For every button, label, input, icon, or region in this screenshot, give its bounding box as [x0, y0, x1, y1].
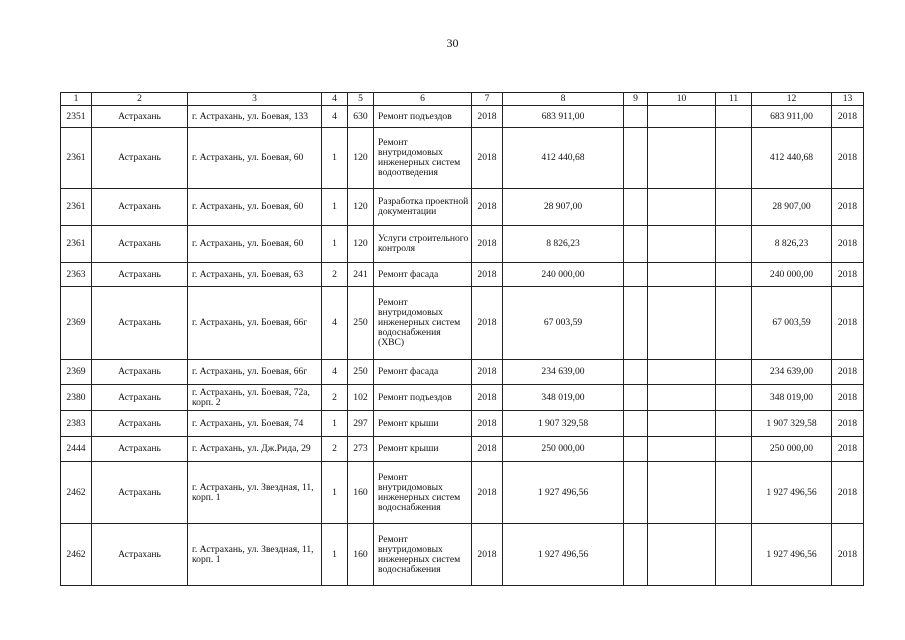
cell-cost: 683 911,00: [503, 106, 624, 128]
cell-col11: [716, 411, 752, 437]
cell-col9: [624, 462, 648, 524]
cell-number: 2462: [61, 524, 92, 586]
cell-address: г. Астрахань, ул. Боевая, 60: [188, 128, 322, 189]
cell-col5: 160: [348, 524, 374, 586]
cell-col9: [624, 385, 648, 411]
cell-work-type: Разработка проектной документации: [374, 189, 472, 226]
cell-municipality: Астрахань: [92, 437, 188, 462]
cell-col10: [648, 524, 716, 586]
cell-col4: 1: [322, 226, 348, 263]
cell-col4: 1: [322, 189, 348, 226]
cell-end-year: 2018: [832, 437, 864, 462]
cell-col5: 102: [348, 385, 374, 411]
cell-address: г. Астрахань, ул. Боевая, 66г: [188, 287, 322, 360]
cell-municipality: Астрахань: [92, 287, 188, 360]
cell-total: 412 440,68: [752, 128, 832, 189]
cell-work-type: Ремонт внутридомовых инженерных систем водоснабжения: [374, 524, 472, 586]
cell-number: 2351: [61, 106, 92, 128]
cell-work-type: Ремонт фасада: [374, 360, 472, 385]
cell-col11: [716, 385, 752, 411]
cell-address: г. Астрахань, ул. Боевая, 60: [188, 189, 322, 226]
column-header: 11: [716, 93, 752, 106]
cell-cost: 240 000,00: [503, 263, 624, 287]
cell-end-year: 2018: [832, 128, 864, 189]
cell-cost: 67 003,59: [503, 287, 624, 360]
cell-year: 2018: [472, 226, 503, 263]
cell-col9: [624, 437, 648, 462]
cell-col10: [648, 128, 716, 189]
cell-year: 2018: [472, 462, 503, 524]
cell-col5: 241: [348, 263, 374, 287]
table-row: [61, 263, 864, 287]
table-row: [61, 462, 864, 524]
cell-address: г. Астрахань, ул. Боевая, 74: [188, 411, 322, 437]
cell-col5: 120: [348, 226, 374, 263]
column-header: 1: [61, 93, 92, 106]
cell-col11: [716, 437, 752, 462]
cell-col11: [716, 360, 752, 385]
cell-year: 2018: [472, 437, 503, 462]
cell-col4: 2: [322, 385, 348, 411]
column-header: 7: [472, 93, 503, 106]
cell-work-type: Услуги строительного контроля: [374, 226, 472, 263]
cell-col4: 4: [322, 106, 348, 128]
cell-col10: [648, 263, 716, 287]
cell-total: 683 911,00: [752, 106, 832, 128]
cell-col5: 250: [348, 360, 374, 385]
cell-col4: 4: [322, 360, 348, 385]
cell-year: 2018: [472, 411, 503, 437]
table-row: [61, 128, 864, 189]
cell-col5: 120: [348, 189, 374, 226]
column-header: 4: [322, 93, 348, 106]
cell-year: 2018: [472, 106, 503, 128]
cell-col10: [648, 189, 716, 226]
header-row: [61, 93, 864, 106]
cell-col9: [624, 287, 648, 360]
cell-address: г. Астрахань, ул. Боевая, 133: [188, 106, 322, 128]
cell-end-year: 2018: [832, 226, 864, 263]
cell-cost: 1 927 496,56: [503, 524, 624, 586]
page-number: 30: [446, 36, 459, 50]
cell-cost: 1 907 329,58: [503, 411, 624, 437]
cell-work-type: Ремонт крыши: [374, 437, 472, 462]
cell-end-year: 2018: [832, 189, 864, 226]
cell-total: 1 927 496,56: [752, 462, 832, 524]
column-header: 9: [624, 93, 648, 106]
table-row: [61, 385, 864, 411]
cell-number: 2363: [61, 263, 92, 287]
cell-total: 1 907 329,58: [752, 411, 832, 437]
cell-col10: [648, 385, 716, 411]
cell-col9: [624, 128, 648, 189]
table-row: [61, 360, 864, 385]
cell-total: 240 000,00: [752, 263, 832, 287]
cell-col11: [716, 287, 752, 360]
cell-col4: 1: [322, 524, 348, 586]
cell-number: 2444: [61, 437, 92, 462]
table-row: [61, 524, 864, 586]
cell-col9: [624, 360, 648, 385]
cell-address: г. Астрахань, ул. Звездная, 11, корп. 1: [188, 524, 322, 586]
cell-col4: 2: [322, 437, 348, 462]
cell-year: 2018: [472, 287, 503, 360]
cell-address: г. Астрахань, ул. Звездная, 11, корп. 1: [188, 462, 322, 524]
table-row: [61, 411, 864, 437]
cell-col9: [624, 189, 648, 226]
cell-col9: [624, 263, 648, 287]
cell-municipality: Астрахань: [92, 360, 188, 385]
table-row: [61, 437, 864, 462]
column-header: 2: [92, 93, 188, 106]
cell-end-year: 2018: [832, 385, 864, 411]
cell-number: 2361: [61, 128, 92, 189]
cell-total: 348 019,00: [752, 385, 832, 411]
cell-address: г. Астрахань, ул. Боевая, 66г: [188, 360, 322, 385]
cell-municipality: Астрахань: [92, 106, 188, 128]
cell-col11: [716, 462, 752, 524]
cell-cost: 412 440,68: [503, 128, 624, 189]
cell-end-year: 2018: [832, 411, 864, 437]
cell-address: г. Астрахань, ул. Боевая, 63: [188, 263, 322, 287]
cell-col11: [716, 226, 752, 263]
cell-work-type: Ремонт внутридомовых инженерных систем водоснабжения (ХВС): [374, 287, 472, 360]
cell-municipality: Астрахань: [92, 263, 188, 287]
column-header: 13: [832, 93, 864, 106]
cell-end-year: 2018: [832, 524, 864, 586]
cell-municipality: Астрахань: [92, 128, 188, 189]
cell-municipality: Астрахань: [92, 411, 188, 437]
cell-year: 2018: [472, 189, 503, 226]
table-row: [61, 106, 864, 128]
cell-end-year: 2018: [832, 106, 864, 128]
cell-col10: [648, 226, 716, 263]
cell-col4: 1: [322, 411, 348, 437]
cell-year: 2018: [472, 360, 503, 385]
cell-work-type: Ремонт фасада: [374, 263, 472, 287]
repair-program-table: [60, 92, 864, 586]
cell-col11: [716, 128, 752, 189]
cell-cost: 348 019,00: [503, 385, 624, 411]
repair-program-table-wrapper: [60, 92, 864, 586]
cell-address: г. Астрахань, ул. Боевая, 60: [188, 226, 322, 263]
cell-work-type: Ремонт подъездов: [374, 106, 472, 128]
cell-work-type: Ремонт внутридомовых инженерных систем водоотведения: [374, 128, 472, 189]
cell-total: 1 927 496,56: [752, 524, 832, 586]
cell-col10: [648, 106, 716, 128]
column-header: 5: [348, 93, 374, 106]
cell-total: 250 000,00: [752, 437, 832, 462]
cell-end-year: 2018: [832, 462, 864, 524]
cell-col5: 297: [348, 411, 374, 437]
cell-col4: 1: [322, 128, 348, 189]
cell-total: 67 003,59: [752, 287, 832, 360]
cell-number: 2369: [61, 360, 92, 385]
cell-col10: [648, 411, 716, 437]
cell-number: 2383: [61, 411, 92, 437]
cell-total: 8 826,23: [752, 226, 832, 263]
cell-col9: [624, 226, 648, 263]
cell-cost: 234 639,00: [503, 360, 624, 385]
cell-col10: [648, 462, 716, 524]
cell-col9: [624, 524, 648, 586]
cell-number: 2369: [61, 287, 92, 360]
column-header: 10: [648, 93, 716, 106]
cell-col11: [716, 106, 752, 128]
cell-total: 28 907,00: [752, 189, 832, 226]
cell-cost: 1 927 496,56: [503, 462, 624, 524]
cell-municipality: Астрахань: [92, 462, 188, 524]
column-header: 3: [188, 93, 322, 106]
cell-cost: 28 907,00: [503, 189, 624, 226]
cell-number: 2380: [61, 385, 92, 411]
column-header: 8: [503, 93, 624, 106]
cell-work-type: Ремонт подъездов: [374, 385, 472, 411]
cell-col11: [716, 524, 752, 586]
cell-work-type: Ремонт крыши: [374, 411, 472, 437]
cell-col10: [648, 287, 716, 360]
cell-col4: 2: [322, 263, 348, 287]
cell-col5: 160: [348, 462, 374, 524]
table-row: [61, 226, 864, 263]
cell-col4: 1: [322, 462, 348, 524]
cell-col11: [716, 263, 752, 287]
cell-year: 2018: [472, 263, 503, 287]
cell-year: 2018: [472, 385, 503, 411]
cell-cost: 8 826,23: [503, 226, 624, 263]
cell-year: 2018: [472, 524, 503, 586]
cell-col11: [716, 189, 752, 226]
cell-col10: [648, 360, 716, 385]
cell-municipality: Астрахань: [92, 385, 188, 411]
cell-work-type: Ремонт внутридомовых инженерных систем водоснабжения: [374, 462, 472, 524]
cell-number: 2361: [61, 189, 92, 226]
cell-end-year: 2018: [832, 360, 864, 385]
cell-municipality: Астрахань: [92, 524, 188, 586]
cell-col5: 120: [348, 128, 374, 189]
cell-total: 234 639,00: [752, 360, 832, 385]
cell-number: 2462: [61, 462, 92, 524]
table-row: [61, 287, 864, 360]
column-header: 6: [374, 93, 472, 106]
table-row: [61, 189, 864, 226]
cell-end-year: 2018: [832, 263, 864, 287]
cell-col5: 630: [348, 106, 374, 128]
cell-col5: 273: [348, 437, 374, 462]
cell-municipality: Астрахань: [92, 226, 188, 263]
cell-address: г. Астрахань, ул. Дж.Рида, 29: [188, 437, 322, 462]
cell-col5: 250: [348, 287, 374, 360]
cell-col4: 4: [322, 287, 348, 360]
cell-cost: 250 000,00: [503, 437, 624, 462]
cell-col9: [624, 411, 648, 437]
cell-municipality: Астрахань: [92, 189, 188, 226]
column-header: 12: [752, 93, 832, 106]
cell-end-year: 2018: [832, 287, 864, 360]
cell-address: г. Астрахань, ул. Боевая, 72а, корп. 2: [188, 385, 322, 411]
cell-number: 2361: [61, 226, 92, 263]
cell-year: 2018: [472, 128, 503, 189]
cell-col10: [648, 437, 716, 462]
cell-col9: [624, 106, 648, 128]
